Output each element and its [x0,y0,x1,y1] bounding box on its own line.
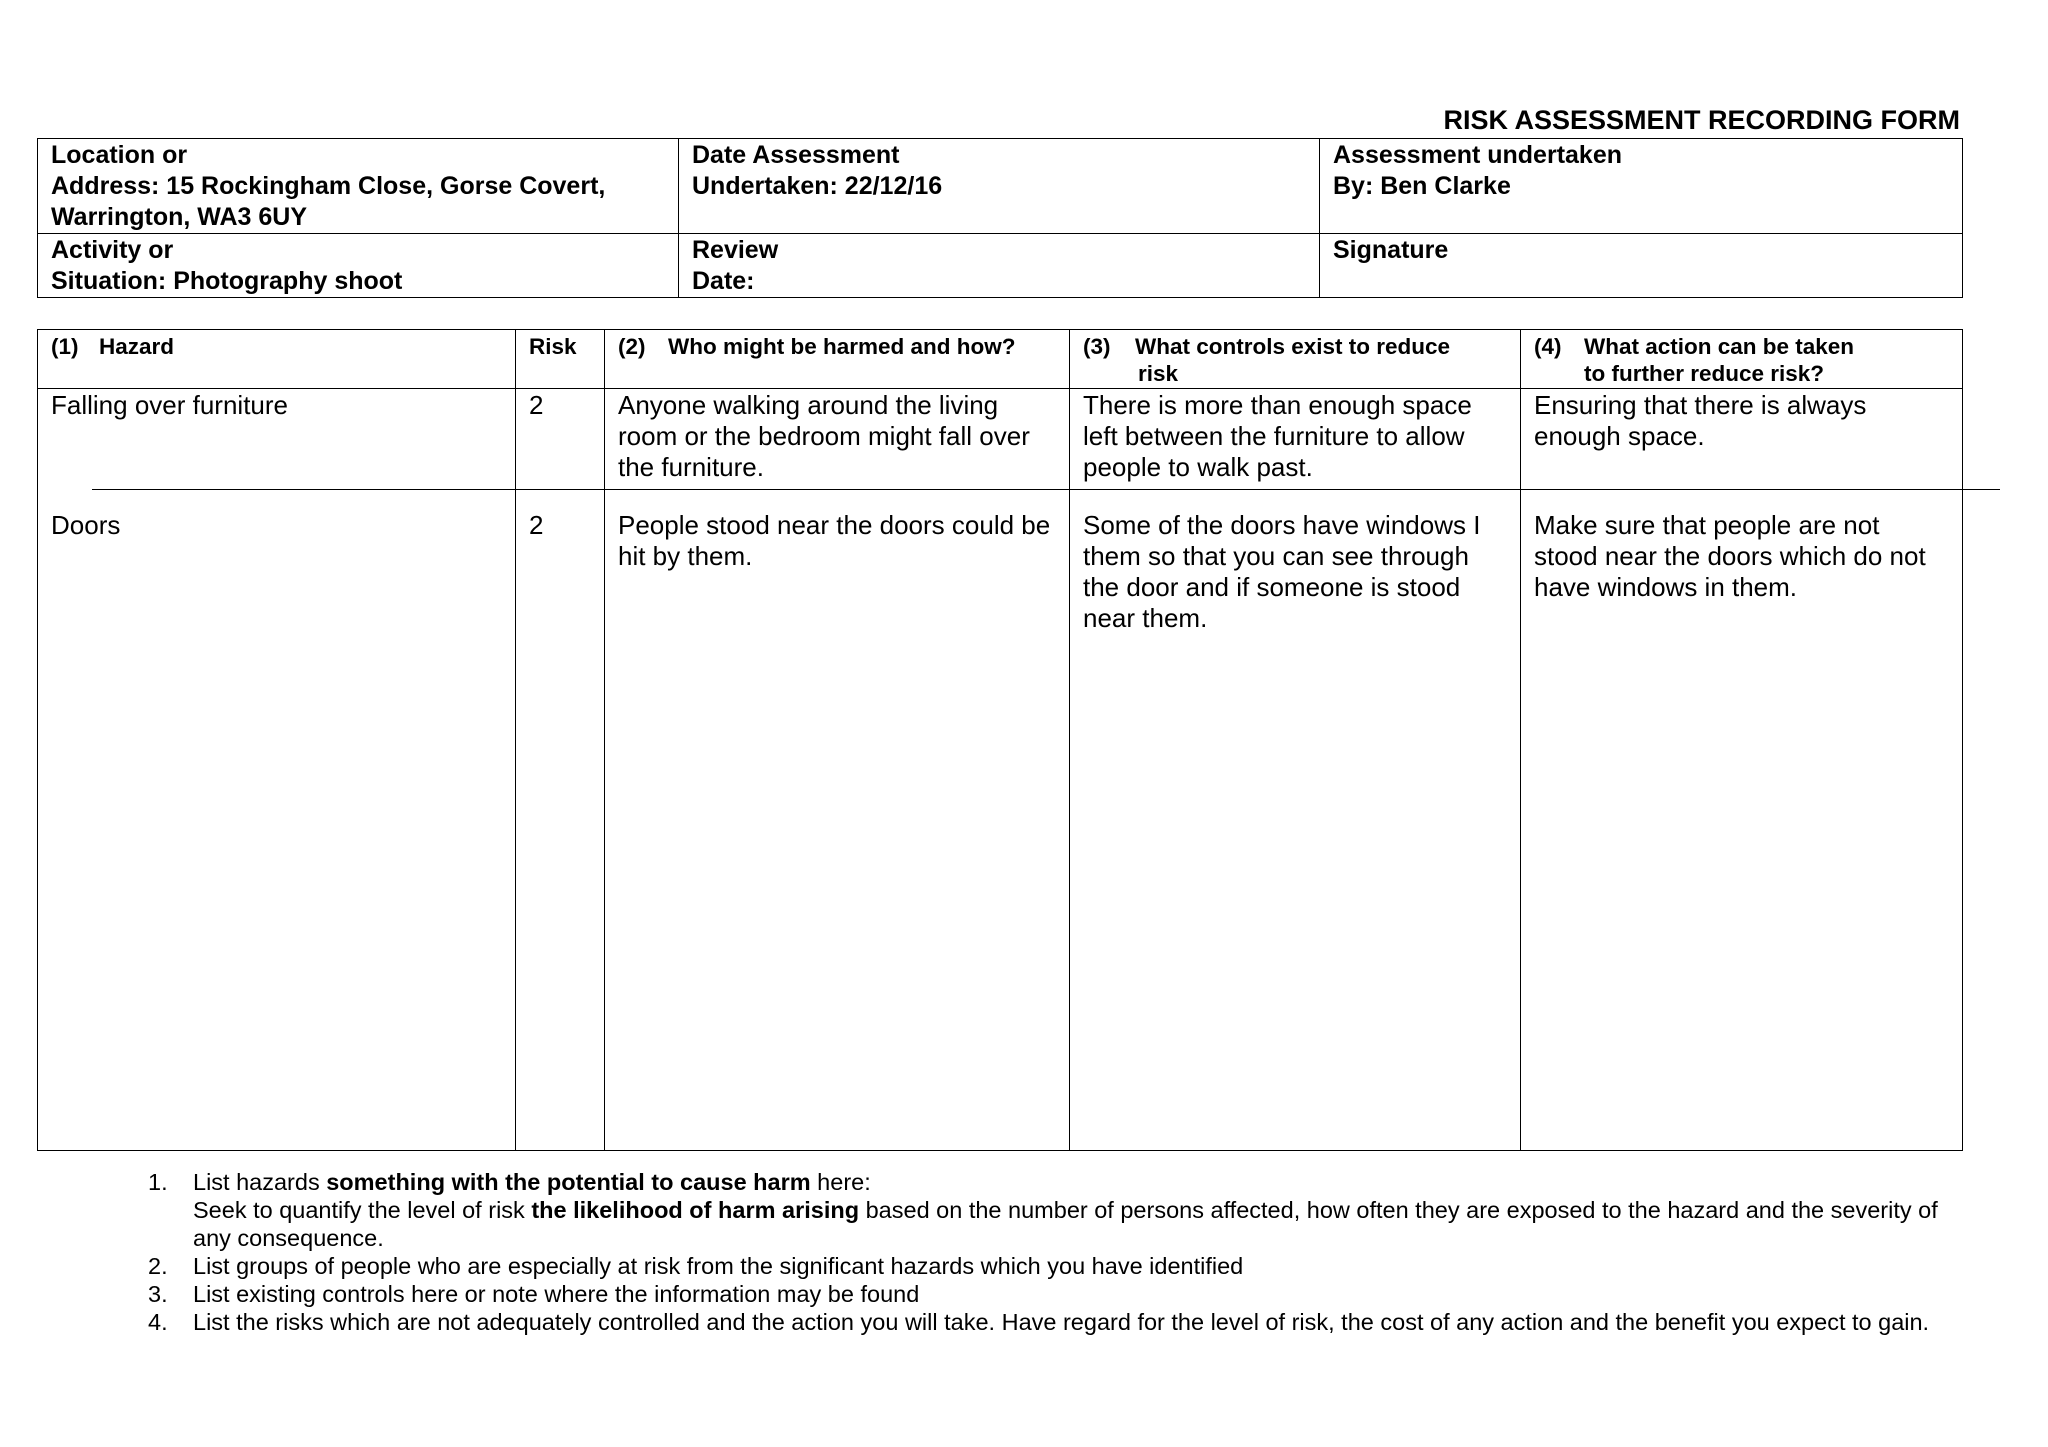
table-row [38,389,1963,498]
header-hazard [38,330,516,389]
signature-cell [1320,234,1963,298]
hazard-cell: Falling over furniture [38,389,516,498]
header-hazard-text: Hazard [99,334,175,359]
risk-cell: 2 [516,389,605,498]
note-bold: something with the potential to cause harm [326,1169,811,1195]
row-divider-line [92,489,2000,490]
form-title: RISK ASSESSMENT RECORDING FORM [1443,105,1960,135]
review-value: Date: [692,267,755,295]
header-action-text-2: to further reduce risk? [1584,361,1825,386]
note-text: List groups of people who are especially at risk from the significant hazards which you have identified [193,1253,1244,1279]
note-item [148,1280,1948,1308]
note-item [148,1308,1948,1336]
address-value: Address: 15 Rockingham Close, Gorse Covert, Warrington, WA3 6UY [51,172,606,231]
date-label: Date Assessment [692,141,900,169]
header-action-text: What action can be taken [1584,334,1855,359]
action-cell: Ensuring that there is always enough space. [1521,389,1963,498]
hazard-cell: Doors [38,497,516,1151]
header-who [605,330,1070,389]
note-number: 2. [148,1253,168,1279]
activity-value: Situation: Photography shoot [51,267,403,295]
risk-cell: 2 [516,497,605,1151]
note-bold: the likelihood of harm arising [531,1197,860,1223]
note-text: based on the number of persons affected, how often they are exposed to the hazard and the severity of any consequence. [193,1197,1938,1251]
table-row [38,497,1963,1151]
header-who-num: (2) [618,334,646,359]
note-item [148,1168,1948,1252]
assessor-label: Assessment undertaken [1333,141,1623,169]
note-number: 3. [148,1281,168,1307]
activity-label: Activity or [51,236,174,264]
note-text: List the risks which are not adequately controlled and the action you will take. Have regard for the level of risk, the cost of any action and the benefit you expect to gain. [193,1309,1930,1335]
header-controls-text-2: risk [1138,361,1179,386]
header-hazard-num: (1) [51,334,79,359]
controls-cell: There is more than enough space left between the furniture to allow people to walk past. [1070,389,1521,498]
header-table [37,138,1963,298]
risk-table [37,329,1963,1151]
header-risk [516,330,605,389]
assessor-value: By: Ben Clarke [1333,172,1511,200]
header-controls-text: What controls exist to reduce [1135,334,1451,359]
review-cell [679,234,1320,298]
who-cell: People stood near the doors could be hit by them. [605,497,1070,1151]
location-label: Location or [51,141,188,169]
date-value: Undertaken: 22/12/16 [692,172,943,200]
date-cell [679,139,1320,234]
note-number: 4. [148,1309,168,1335]
action-cell: Make sure that people are not stood near the doors which do not have windows in them. [1521,497,1963,1151]
header-action-num: (4) [1534,334,1562,359]
note-item [148,1252,1948,1280]
note-text: here: [810,1169,871,1195]
note-number: 1. [148,1169,168,1195]
note-text: List hazards [193,1169,327,1195]
header-controls [1070,330,1521,389]
review-label: Review [692,236,779,264]
header-risk-text: Risk [529,334,577,359]
header-action [1521,330,1963,389]
assessor-cell [1320,139,1963,234]
activity-cell [38,234,679,298]
signature-label: Signature [1333,236,1449,264]
who-cell: Anyone walking around the living room or the bedroom might fall over the furniture. [605,389,1070,498]
note-text: Seek to quantify the level of risk [193,1197,532,1223]
header-who-text: Who might be harmed and how? [668,334,1016,359]
header-controls-num: (3) [1083,334,1111,359]
notes-list [148,1168,1948,1336]
table-header-row [38,330,1963,389]
controls-cell: Some of the doors have windows I them so that you can see through the door and if someone is stood near them. [1070,497,1521,1151]
note-text: List existing controls here or note where the information may be found [193,1281,920,1307]
location-cell [38,139,679,234]
